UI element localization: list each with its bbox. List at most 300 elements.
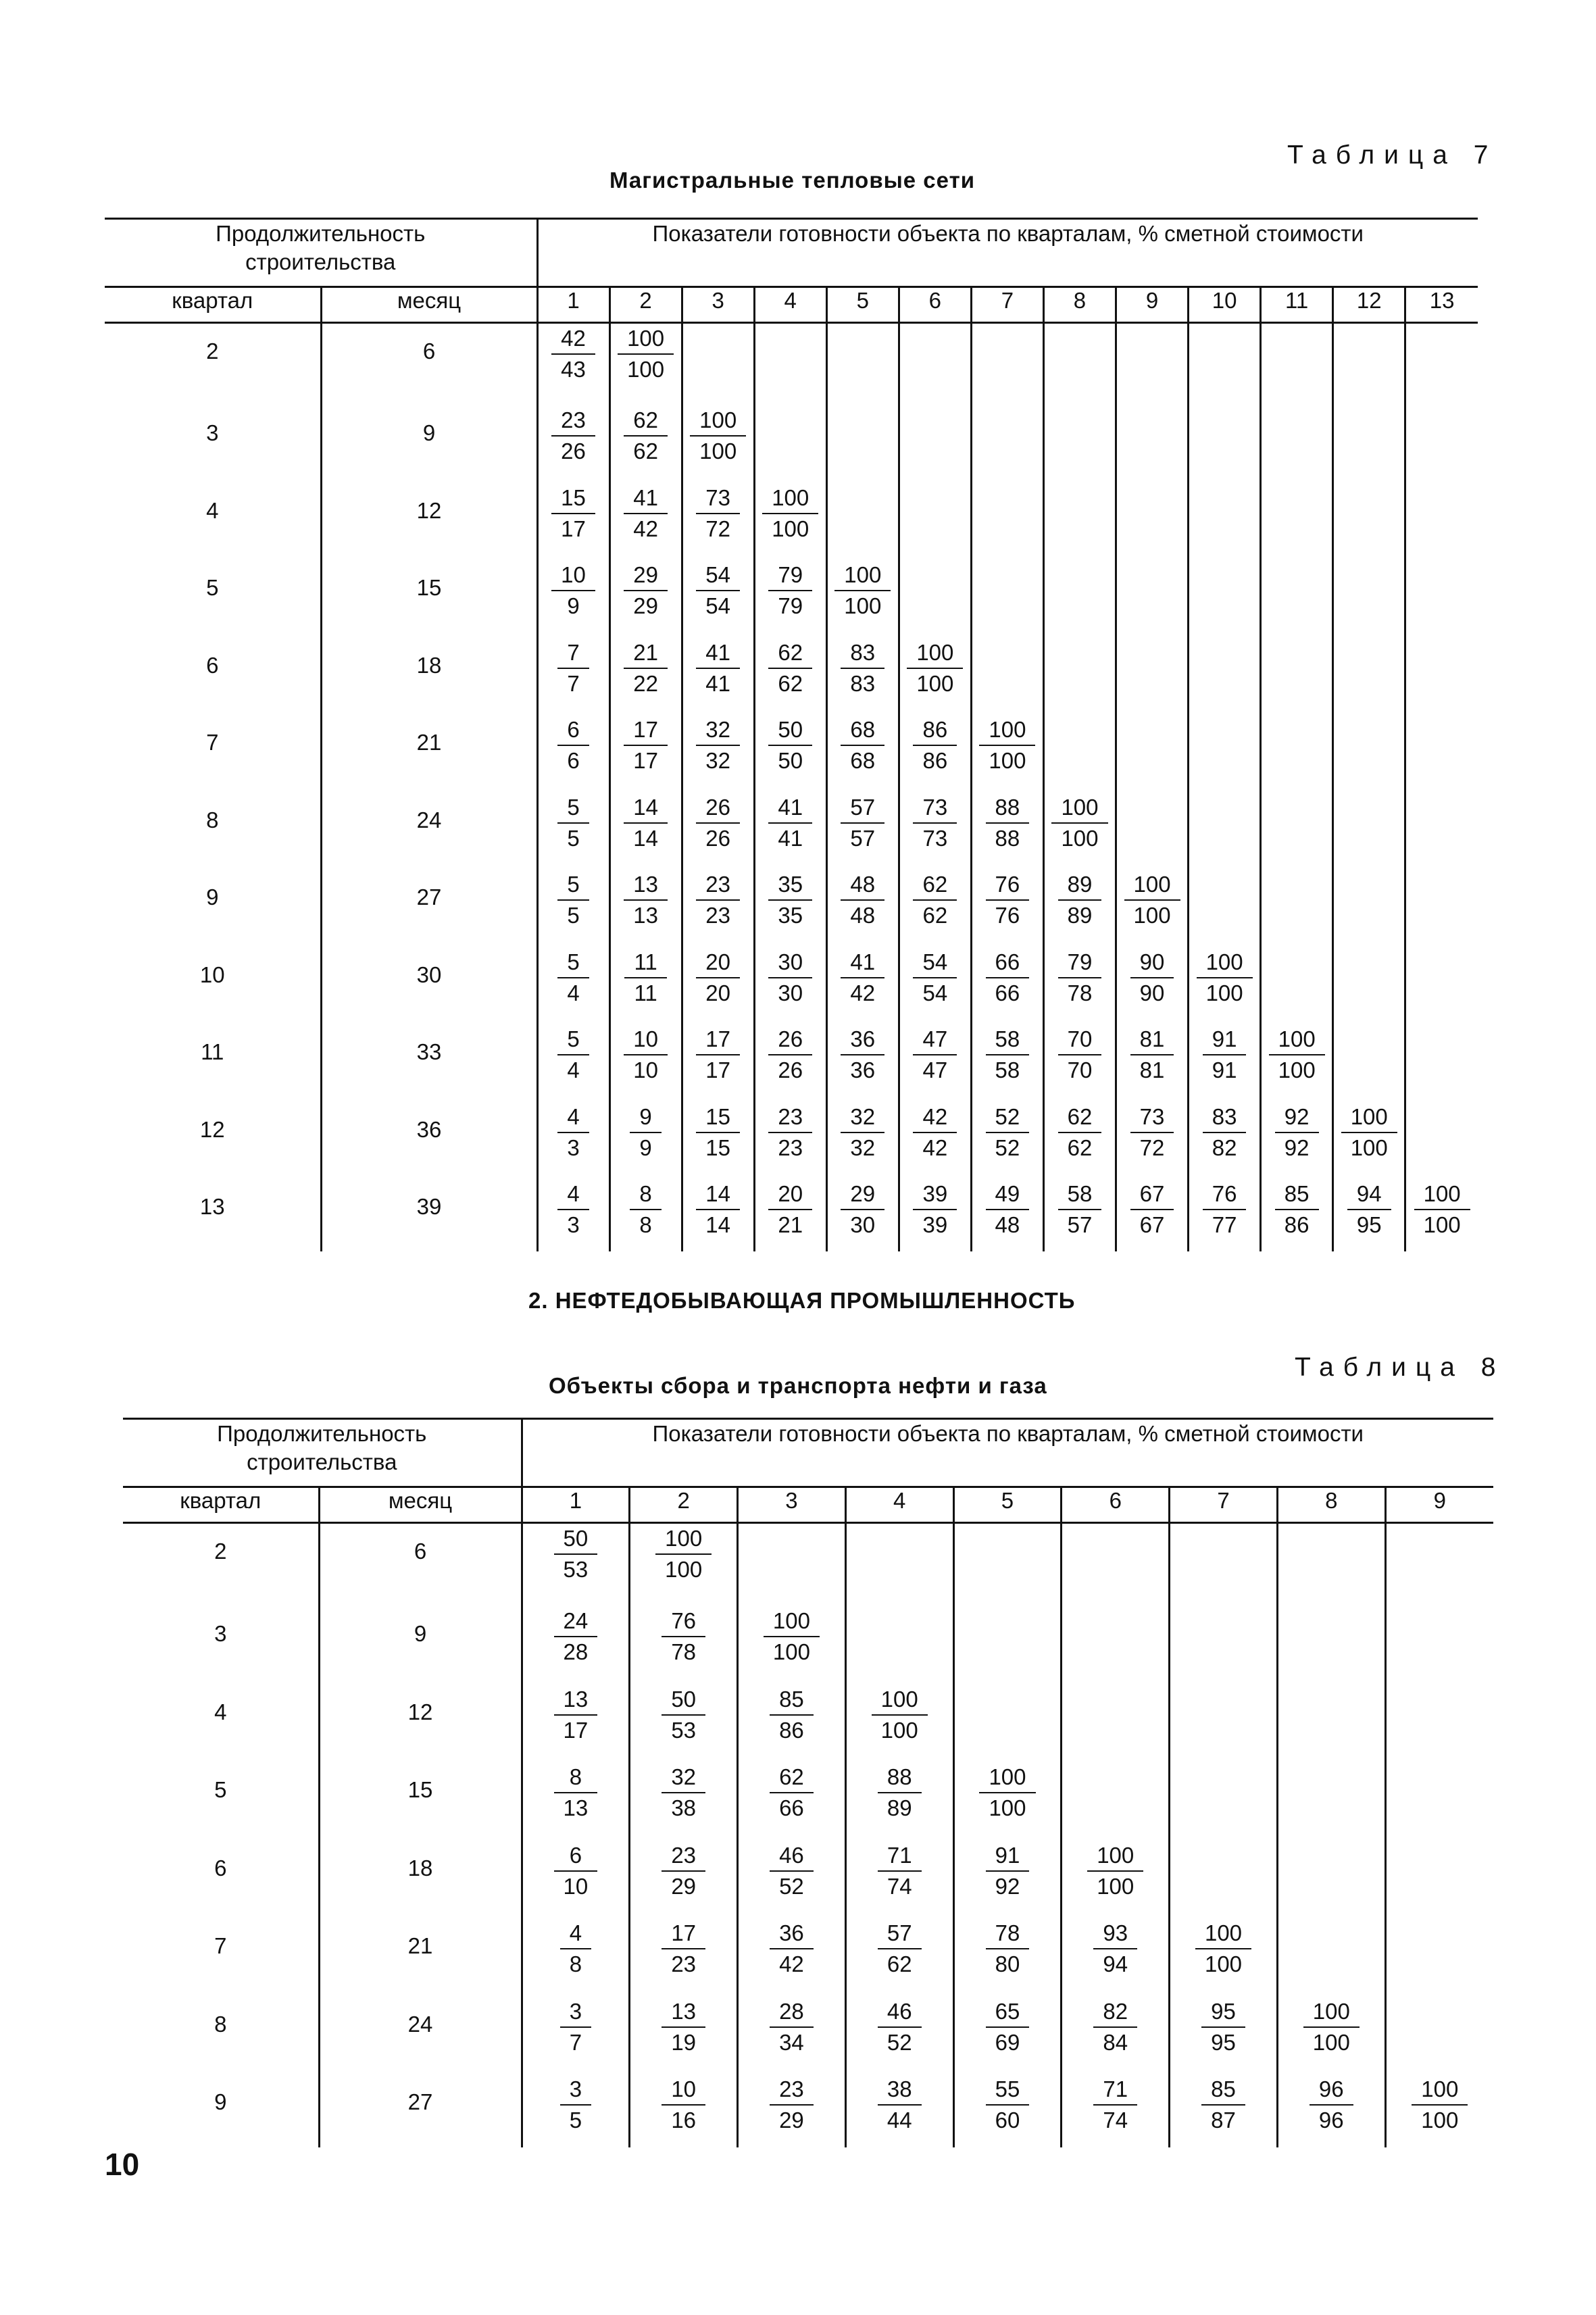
fraction-denominator: 14 bbox=[705, 1212, 731, 1237]
fraction-denominator: 62 bbox=[633, 439, 658, 464]
readiness-fraction bbox=[834, 560, 891, 621]
readiness-fraction bbox=[986, 1841, 1030, 1901]
fraction-denominator: 10 bbox=[633, 1057, 658, 1082]
fraction-denominator: 3 bbox=[567, 1212, 580, 1237]
col-month: месяц bbox=[321, 287, 537, 323]
col-quarter: квартал bbox=[123, 1487, 319, 1523]
fraction-numerator: 5 bbox=[557, 793, 589, 824]
readiness-fraction bbox=[1051, 793, 1107, 853]
fraction-denominator: 72 bbox=[705, 516, 731, 541]
readiness-fraction bbox=[696, 638, 740, 699]
table8-title: Объекты сбора и транспорта нефти и газа bbox=[549, 1373, 1047, 1398]
readiness-fraction bbox=[1310, 2074, 1353, 2135]
fraction-denominator: 78 bbox=[1067, 980, 1093, 1005]
table-row bbox=[123, 1913, 1493, 1991]
fraction-numerator: 50 bbox=[554, 1524, 598, 1555]
readiness-fraction bbox=[554, 1685, 598, 1745]
table-row bbox=[105, 1097, 1478, 1174]
fraction-denominator: 48 bbox=[850, 903, 876, 928]
fraction-numerator: 41 bbox=[696, 638, 740, 669]
fraction-numerator: 5 bbox=[557, 870, 589, 901]
col-quarter: квартал bbox=[105, 287, 321, 323]
readiness-fraction bbox=[768, 1024, 812, 1085]
fraction-denominator: 77 bbox=[1212, 1212, 1237, 1237]
fraction-numerator: 15 bbox=[551, 483, 595, 514]
row-quarter: 13 bbox=[199, 1194, 225, 1219]
fraction-numerator: 17 bbox=[696, 1024, 740, 1055]
fraction-numerator: 41 bbox=[768, 793, 812, 824]
quarter-header: 6 bbox=[1062, 1487, 1170, 1523]
fraction-numerator: 85 bbox=[1201, 2074, 1245, 2106]
table-row bbox=[105, 400, 1478, 478]
readiness-fraction bbox=[986, 793, 1030, 853]
fraction-numerator: 41 bbox=[624, 483, 668, 514]
quarter-header: 1 bbox=[537, 287, 609, 323]
fraction-denominator: 100 bbox=[1133, 903, 1171, 928]
fraction-numerator: 92 bbox=[1275, 1102, 1319, 1133]
quarter-header: 3 bbox=[738, 1487, 846, 1523]
fraction-denominator: 29 bbox=[779, 2108, 804, 2133]
fraction-denominator: 8 bbox=[639, 1212, 652, 1237]
fraction-denominator: 54 bbox=[922, 980, 948, 1005]
readiness-fraction bbox=[696, 1024, 740, 1085]
fraction-denominator: 86 bbox=[1284, 1212, 1310, 1237]
readiness-fraction bbox=[913, 1179, 957, 1240]
fraction-numerator: 20 bbox=[696, 947, 740, 978]
fraction-numerator: 100 bbox=[1414, 1179, 1470, 1210]
readiness-fraction bbox=[662, 1606, 705, 1667]
fraction-denominator: 47 bbox=[922, 1057, 948, 1082]
row-month: 30 bbox=[321, 942, 537, 1020]
readiness-fraction bbox=[557, 1102, 589, 1163]
readiness-fraction bbox=[986, 1179, 1030, 1240]
readiness-fraction bbox=[1058, 1179, 1102, 1240]
fraction-denominator: 100 bbox=[1421, 2108, 1459, 2133]
fraction-denominator: 100 bbox=[989, 1795, 1026, 1820]
fraction-denominator: 60 bbox=[995, 2108, 1020, 2133]
readiness-fraction bbox=[841, 1102, 884, 1163]
fraction-denominator: 100 bbox=[627, 357, 665, 382]
readiness-fraction bbox=[1130, 947, 1174, 1008]
fraction-numerator: 100 bbox=[1412, 2074, 1468, 2106]
quarter-header: 2 bbox=[609, 287, 682, 323]
fraction-denominator: 62 bbox=[778, 670, 803, 696]
readiness-fraction bbox=[696, 870, 740, 930]
fraction-numerator: 85 bbox=[1275, 1179, 1319, 1210]
quarter-header: 13 bbox=[1405, 287, 1478, 323]
fraction-denominator: 14 bbox=[633, 825, 658, 851]
fraction-denominator: 23 bbox=[778, 1135, 803, 1160]
table-row bbox=[123, 1757, 1493, 1835]
fraction-numerator: 17 bbox=[662, 1918, 705, 1949]
fraction-numerator: 62 bbox=[1058, 1102, 1102, 1133]
table-row bbox=[105, 632, 1478, 710]
table-row bbox=[105, 1174, 1478, 1251]
fraction-numerator: 13 bbox=[554, 1685, 598, 1716]
fraction-denominator: 62 bbox=[922, 903, 948, 928]
quarter-header: 7 bbox=[1170, 1487, 1278, 1523]
fraction-denominator: 84 bbox=[1103, 2029, 1128, 2055]
readiness-fraction bbox=[770, 1762, 814, 1823]
fraction-numerator: 3 bbox=[560, 1997, 591, 2028]
row-quarter: 12 bbox=[199, 1116, 225, 1142]
table-row bbox=[105, 1019, 1478, 1097]
fraction-denominator: 8 bbox=[569, 1951, 582, 1976]
fraction-denominator: 100 bbox=[772, 516, 809, 541]
readiness-fraction bbox=[1203, 1179, 1247, 1240]
fraction-numerator: 83 bbox=[841, 638, 884, 669]
fraction-denominator: 4 bbox=[567, 1057, 580, 1082]
header-indicators: Показатели готовности объекта по кварталам, % сметной стоимости bbox=[522, 1419, 1493, 1487]
row-month: 24 bbox=[321, 787, 537, 865]
row-month: 27 bbox=[319, 2069, 522, 2147]
table-row bbox=[105, 942, 1478, 1020]
fraction-denominator: 83 bbox=[850, 670, 876, 696]
readiness-fraction bbox=[690, 405, 746, 466]
table-row bbox=[123, 2069, 1493, 2147]
readiness-fraction bbox=[624, 638, 668, 699]
readiness-fraction bbox=[913, 1102, 957, 1163]
readiness-fraction bbox=[986, 1102, 1030, 1163]
fraction-denominator: 26 bbox=[705, 825, 731, 851]
fraction-numerator: 100 bbox=[1269, 1024, 1325, 1055]
readiness-fraction bbox=[878, 2074, 922, 2135]
fraction-numerator: 62 bbox=[913, 870, 957, 901]
readiness-fraction bbox=[878, 1918, 922, 1979]
fraction-numerator: 85 bbox=[770, 1685, 814, 1716]
table-row bbox=[123, 1679, 1493, 1758]
fraction-numerator: 23 bbox=[551, 405, 595, 437]
quarter-header: 8 bbox=[1277, 1487, 1385, 1523]
fraction-denominator: 95 bbox=[1211, 2029, 1236, 2055]
readiness-fraction bbox=[986, 2074, 1030, 2135]
readiness-fraction bbox=[986, 1024, 1030, 1085]
row-quarter: 7 bbox=[206, 730, 219, 755]
fraction-denominator: 92 bbox=[995, 1873, 1020, 1899]
fraction-denominator: 32 bbox=[850, 1135, 876, 1160]
fraction-denominator: 92 bbox=[1284, 1135, 1310, 1160]
fraction-numerator: 23 bbox=[662, 1841, 705, 1872]
fraction-denominator: 38 bbox=[671, 1795, 697, 1820]
readiness-fraction bbox=[986, 1997, 1030, 2058]
table-row bbox=[123, 1835, 1493, 1914]
fraction-numerator: 76 bbox=[986, 870, 1030, 901]
fraction-denominator: 52 bbox=[887, 2029, 912, 2055]
fraction-denominator: 11 bbox=[634, 980, 657, 1005]
fraction-denominator: 90 bbox=[1139, 980, 1165, 1005]
readiness-fraction bbox=[770, 1997, 814, 2058]
fraction-denominator: 91 bbox=[1212, 1057, 1237, 1082]
fraction-denominator: 19 bbox=[671, 2029, 697, 2055]
row-quarter: 3 bbox=[206, 420, 219, 445]
row-month: 9 bbox=[321, 400, 537, 478]
readiness-fraction bbox=[1203, 1102, 1247, 1163]
readiness-fraction bbox=[768, 793, 812, 853]
fraction-denominator: 26 bbox=[561, 439, 586, 464]
row-quarter: 10 bbox=[199, 962, 225, 987]
readiness-fraction bbox=[770, 1841, 814, 1901]
readiness-fraction bbox=[624, 947, 666, 1008]
readiness-fraction bbox=[624, 715, 668, 776]
fraction-denominator: 13 bbox=[563, 1795, 589, 1820]
fraction-denominator: 100 bbox=[1312, 2029, 1350, 2055]
fraction-numerator: 90 bbox=[1130, 947, 1174, 978]
readiness-fraction bbox=[841, 1179, 884, 1240]
fraction-numerator: 62 bbox=[624, 405, 668, 437]
fraction-numerator: 100 bbox=[1195, 1918, 1251, 1949]
fraction-denominator: 100 bbox=[1097, 1873, 1134, 1899]
readiness-fraction bbox=[696, 560, 740, 621]
readiness-fraction bbox=[557, 947, 589, 1008]
table8-label: Таблица 8 bbox=[1295, 1353, 1505, 1382]
fraction-denominator: 29 bbox=[671, 1873, 697, 1899]
readiness-fraction bbox=[1124, 870, 1180, 930]
fraction-numerator: 100 bbox=[1197, 947, 1253, 978]
readiness-fraction bbox=[841, 715, 884, 776]
readiness-fraction bbox=[1195, 1918, 1251, 1979]
quarter-header: 4 bbox=[845, 1487, 953, 1523]
fraction-denominator: 17 bbox=[561, 516, 586, 541]
row-quarter: 8 bbox=[214, 2011, 227, 2037]
fraction-denominator: 26 bbox=[778, 1057, 803, 1082]
fraction-numerator: 21 bbox=[624, 638, 668, 669]
readiness-fraction bbox=[557, 1179, 589, 1240]
fraction-denominator: 5 bbox=[567, 825, 580, 851]
fraction-numerator: 32 bbox=[696, 715, 740, 746]
fraction-denominator: 73 bbox=[922, 825, 948, 851]
readiness-fraction bbox=[551, 483, 595, 544]
fraction-numerator: 66 bbox=[986, 947, 1030, 978]
fraction-denominator: 81 bbox=[1139, 1057, 1165, 1082]
fraction-numerator: 88 bbox=[986, 793, 1030, 824]
fraction-numerator: 62 bbox=[770, 1762, 814, 1793]
readiness-fraction bbox=[986, 870, 1030, 930]
table-row bbox=[105, 323, 1478, 401]
readiness-fraction bbox=[1058, 1024, 1102, 1085]
fraction-numerator: 91 bbox=[986, 1841, 1030, 1872]
fraction-denominator: 9 bbox=[567, 593, 580, 618]
fraction-numerator: 95 bbox=[1201, 1997, 1245, 2028]
fraction-denominator: 30 bbox=[778, 980, 803, 1005]
fraction-numerator: 100 bbox=[655, 1524, 712, 1555]
fraction-numerator: 100 bbox=[618, 324, 674, 355]
header-indicators: Показатели готовности объекта по кварталам, % сметной стоимости bbox=[537, 219, 1478, 287]
fraction-denominator: 15 bbox=[705, 1135, 731, 1160]
fraction-numerator: 10 bbox=[551, 560, 595, 591]
readiness-fraction bbox=[554, 1524, 598, 1585]
fraction-denominator: 78 bbox=[671, 1639, 697, 1664]
readiness-fraction bbox=[1201, 1997, 1245, 2058]
readiness-fraction bbox=[551, 560, 595, 621]
fraction-denominator: 88 bbox=[995, 825, 1020, 851]
readiness-fraction bbox=[551, 324, 595, 384]
readiness-fraction bbox=[624, 793, 668, 853]
fraction-numerator: 42 bbox=[913, 1102, 957, 1133]
readiness-fraction bbox=[768, 638, 812, 699]
row-quarter: 9 bbox=[214, 2089, 227, 2114]
fraction-denominator: 42 bbox=[922, 1135, 948, 1160]
readiness-fraction bbox=[878, 1997, 922, 2058]
row-month: 18 bbox=[321, 632, 537, 710]
readiness-fraction bbox=[696, 715, 740, 776]
fraction-denominator: 100 bbox=[1350, 1135, 1388, 1160]
header-duration: Продолжительность строительства bbox=[105, 219, 537, 287]
fraction-denominator: 57 bbox=[850, 825, 876, 851]
readiness-fraction bbox=[630, 1102, 661, 1163]
header-duration: Продолжительность строительства bbox=[123, 1419, 522, 1487]
fraction-denominator: 87 bbox=[1211, 2108, 1236, 2133]
fraction-numerator: 30 bbox=[768, 947, 812, 978]
readiness-fraction bbox=[662, 1685, 705, 1745]
row-quarter: 4 bbox=[206, 497, 219, 523]
fraction-numerator: 29 bbox=[841, 1179, 884, 1210]
fraction-numerator: 100 bbox=[1087, 1841, 1143, 1872]
table-row bbox=[105, 787, 1478, 865]
col-month: месяц bbox=[319, 1487, 522, 1523]
readiness-fraction bbox=[624, 1024, 668, 1085]
table7 bbox=[105, 218, 1478, 1251]
fraction-numerator: 68 bbox=[841, 715, 884, 746]
fraction-numerator: 6 bbox=[554, 1841, 598, 1872]
readiness-fraction bbox=[762, 483, 818, 544]
row-month: 39 bbox=[321, 1174, 537, 1251]
fraction-numerator: 52 bbox=[986, 1102, 1030, 1133]
fraction-numerator: 100 bbox=[907, 638, 963, 669]
table-row bbox=[105, 710, 1478, 787]
fraction-numerator: 14 bbox=[696, 1179, 740, 1210]
fraction-numerator: 73 bbox=[1130, 1102, 1174, 1133]
fraction-denominator: 70 bbox=[1067, 1057, 1093, 1082]
readiness-fraction bbox=[557, 793, 589, 853]
readiness-fraction bbox=[696, 947, 740, 1008]
readiness-fraction bbox=[979, 1762, 1035, 1823]
row-quarter: 8 bbox=[206, 807, 219, 832]
readiness-fraction bbox=[986, 1918, 1030, 1979]
fraction-denominator: 79 bbox=[778, 593, 803, 618]
fraction-denominator: 86 bbox=[779, 1717, 804, 1743]
fraction-denominator: 100 bbox=[880, 1717, 918, 1743]
fraction-numerator: 93 bbox=[1093, 1918, 1137, 1949]
fraction-denominator: 66 bbox=[779, 1795, 804, 1820]
readiness-fraction bbox=[554, 1606, 598, 1667]
fraction-denominator: 76 bbox=[995, 903, 1020, 928]
readiness-fraction bbox=[841, 638, 884, 699]
fraction-denominator: 4 bbox=[567, 980, 580, 1005]
row-month: 12 bbox=[321, 478, 537, 555]
fraction-denominator: 89 bbox=[1067, 903, 1093, 928]
fraction-numerator: 13 bbox=[662, 1997, 705, 2028]
row-quarter: 4 bbox=[214, 1699, 227, 1724]
fraction-denominator: 13 bbox=[633, 903, 658, 928]
fraction-denominator: 32 bbox=[705, 748, 731, 773]
fraction-numerator: 6 bbox=[557, 715, 589, 746]
fraction-denominator: 5 bbox=[567, 903, 580, 928]
fraction-numerator: 65 bbox=[986, 1997, 1030, 2028]
quarter-header: 4 bbox=[754, 287, 826, 323]
fraction-numerator: 89 bbox=[1058, 870, 1102, 901]
readiness-fraction bbox=[770, 2074, 814, 2135]
readiness-fraction bbox=[913, 1024, 957, 1085]
fraction-denominator: 7 bbox=[569, 2029, 582, 2055]
quarter-header: 5 bbox=[953, 1487, 1062, 1523]
table-row bbox=[105, 478, 1478, 555]
page-number: 10 bbox=[105, 2147, 140, 2182]
fraction-numerator: 88 bbox=[878, 1762, 922, 1793]
fraction-numerator: 81 bbox=[1130, 1024, 1174, 1055]
readiness-fraction bbox=[662, 1918, 705, 1979]
readiness-fraction bbox=[768, 560, 812, 621]
fraction-numerator: 79 bbox=[768, 560, 812, 591]
fraction-numerator: 26 bbox=[768, 1024, 812, 1055]
fraction-numerator: 82 bbox=[1093, 1997, 1137, 2028]
row-quarter: 9 bbox=[206, 885, 219, 910]
fraction-denominator: 28 bbox=[563, 1639, 589, 1664]
fraction-numerator: 100 bbox=[1303, 1997, 1360, 2028]
readiness-fraction bbox=[560, 2074, 591, 2135]
readiness-fraction bbox=[768, 947, 812, 1008]
fraction-denominator: 100 bbox=[1423, 1212, 1461, 1237]
fraction-numerator: 26 bbox=[696, 793, 740, 824]
quarter-header: 10 bbox=[1189, 287, 1261, 323]
fraction-numerator: 76 bbox=[1203, 1179, 1247, 1210]
readiness-fraction bbox=[557, 638, 589, 699]
table7-title: Магистральные тепловые сети bbox=[609, 168, 976, 193]
row-quarter: 2 bbox=[206, 339, 219, 364]
readiness-fraction bbox=[913, 793, 957, 853]
fraction-denominator: 100 bbox=[989, 748, 1026, 773]
readiness-fraction bbox=[841, 1024, 884, 1085]
fraction-denominator: 52 bbox=[779, 1873, 804, 1899]
fraction-numerator: 4 bbox=[557, 1102, 589, 1133]
fraction-denominator: 53 bbox=[671, 1717, 697, 1743]
readiness-fraction bbox=[662, 1997, 705, 2058]
fraction-numerator: 50 bbox=[662, 1685, 705, 1716]
fraction-denominator: 52 bbox=[995, 1135, 1020, 1160]
fraction-numerator: 38 bbox=[878, 2074, 922, 2106]
fraction-numerator: 71 bbox=[878, 1841, 922, 1872]
fraction-denominator: 100 bbox=[772, 1639, 810, 1664]
fraction-numerator: 23 bbox=[768, 1102, 812, 1133]
fraction-denominator: 72 bbox=[1139, 1135, 1165, 1160]
fraction-denominator: 82 bbox=[1212, 1135, 1237, 1160]
fraction-numerator: 15 bbox=[696, 1102, 740, 1133]
fraction-numerator: 20 bbox=[768, 1179, 812, 1210]
readiness-fraction bbox=[618, 324, 674, 384]
readiness-fraction bbox=[560, 1997, 591, 2058]
fraction-numerator: 55 bbox=[986, 2074, 1030, 2106]
row-quarter: 6 bbox=[206, 652, 219, 678]
fraction-denominator: 23 bbox=[705, 903, 731, 928]
readiness-fraction bbox=[1303, 1997, 1360, 2058]
fraction-denominator: 95 bbox=[1356, 1212, 1382, 1237]
fraction-numerator: 73 bbox=[913, 793, 957, 824]
readiness-fraction bbox=[554, 1762, 598, 1823]
fraction-denominator: 100 bbox=[1278, 1057, 1316, 1082]
fraction-denominator: 68 bbox=[850, 748, 876, 773]
row-quarter: 5 bbox=[214, 1777, 227, 1802]
fraction-numerator: 46 bbox=[770, 1841, 814, 1872]
fraction-numerator: 46 bbox=[878, 1997, 922, 2028]
row-month: 21 bbox=[319, 1913, 522, 1991]
fraction-numerator: 10 bbox=[662, 2074, 705, 2106]
row-quarter: 6 bbox=[214, 1855, 227, 1881]
fraction-denominator: 36 bbox=[850, 1057, 876, 1082]
row-quarter: 5 bbox=[206, 575, 219, 600]
fraction-numerator: 58 bbox=[986, 1024, 1030, 1055]
readiness-fraction bbox=[979, 715, 1035, 776]
fraction-denominator: 30 bbox=[850, 1212, 876, 1237]
fraction-numerator: 76 bbox=[662, 1606, 705, 1637]
